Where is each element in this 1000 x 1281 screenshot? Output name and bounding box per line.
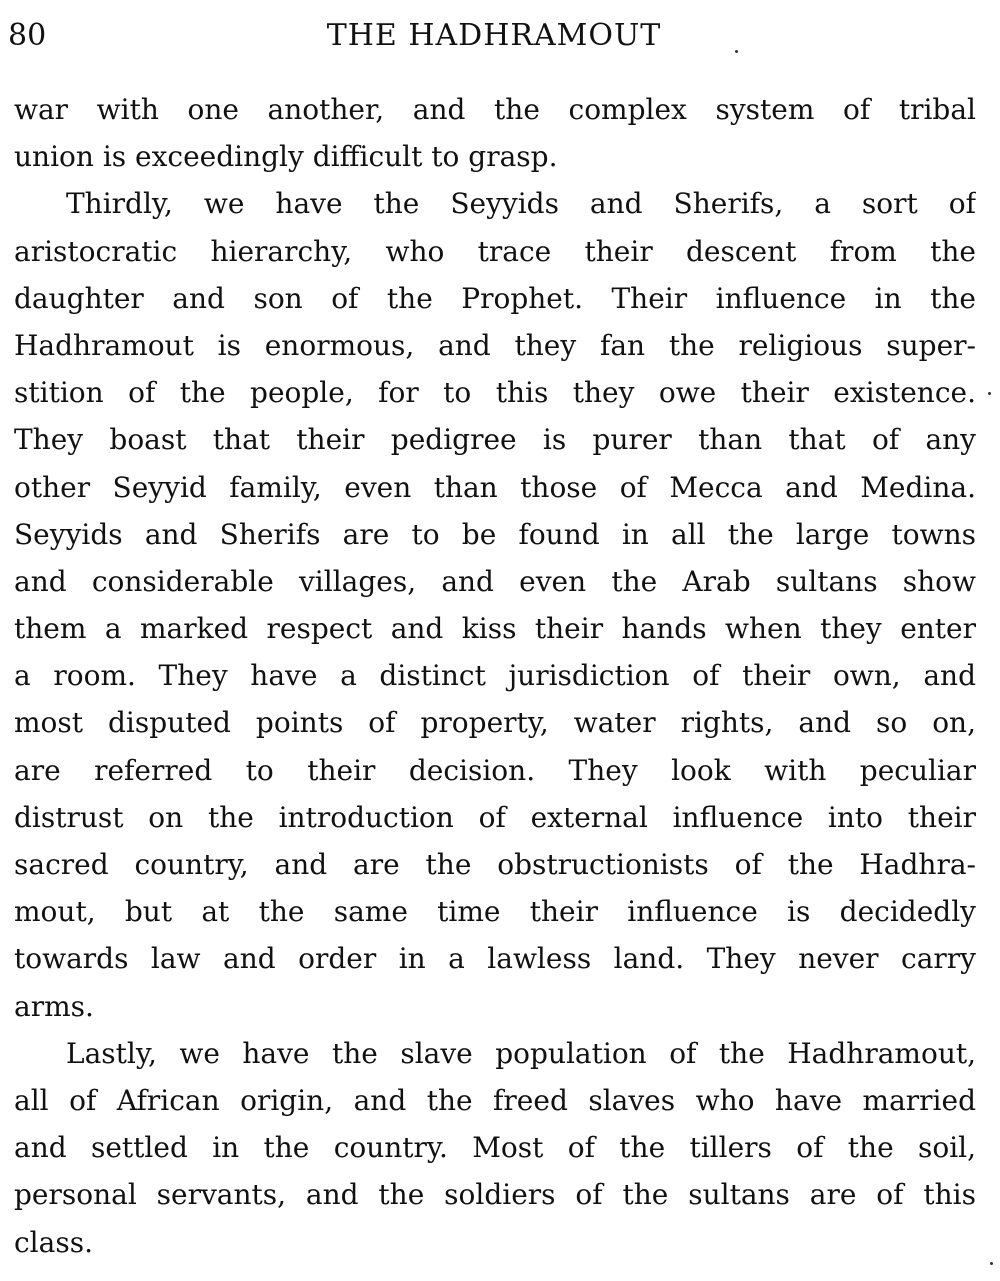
scan-speck xyxy=(990,1262,993,1265)
text-line: arms. xyxy=(14,989,94,1023)
page-number: 80 xyxy=(8,18,47,53)
text-line: and settled in the country. Most of the tillers of the soil, xyxy=(14,1131,976,1165)
text-line: aristocratic hierarchy, who trace their descent from the xyxy=(14,234,976,268)
text-line: Thirdly, we have the Seyyids and Sherifs, a sort of xyxy=(66,187,976,221)
text-line: union is exceedingly difficult to grasp. xyxy=(14,140,558,174)
text-line: personal servants, and the soldiers of the sultans are of this xyxy=(14,1178,976,1212)
text-line: Hadhramout is enormous, and they fan the religious super- xyxy=(14,328,976,362)
text-line: sacred country, and are the obstructionists of the Hadhra- xyxy=(14,848,976,881)
paragraph-continuation xyxy=(14,86,976,180)
text-line: towards law and order in a lawless land. They never carry xyxy=(14,942,976,976)
text-line: distrust on the introduction of external influence into their xyxy=(14,800,976,834)
text-line: all of African origin, and the freed slaves who have married xyxy=(14,1083,976,1117)
text-line: Seyyids and Sherifs are to be found in all the large towns xyxy=(14,517,976,551)
paragraph-slaves xyxy=(14,1030,976,1266)
paragraph-seyyids xyxy=(14,180,976,1029)
text-line: stition of the people, for to this they owe their existence. xyxy=(14,376,976,410)
scan-speck xyxy=(988,392,991,395)
text-line: are referred to their decision. They look with peculiar xyxy=(14,753,976,787)
text-line: class. xyxy=(14,1225,93,1259)
running-title: THE HADHRAMOUT xyxy=(326,18,662,53)
text-line: and considerable villages, and even the Arab sultans show xyxy=(14,564,976,598)
text-line: most disputed points of property, water rights, and so on, xyxy=(14,706,976,740)
text-line: mout, but at the same time their influence is decidedly xyxy=(14,895,976,929)
text-line: them a marked respect and kiss their hands when they enter xyxy=(14,612,976,646)
text-line: other Seyyid family, even than those of Mecca and Medina. xyxy=(14,470,976,504)
text-line: war with one another, and the complex system of tribal xyxy=(14,93,976,126)
page-header xyxy=(8,14,980,58)
text-line: a room. They have a distinct jurisdiction of their own, and xyxy=(14,659,976,693)
text-line: daughter and son of the Prophet. Their influence in the xyxy=(14,281,976,315)
text-line: Lastly, we have the slave population of the Hadhramout, xyxy=(66,1036,976,1070)
page-body xyxy=(14,86,976,1266)
scan-speck xyxy=(735,50,738,53)
text-line: They boast that their pedigree is purer than that of any xyxy=(14,423,976,457)
